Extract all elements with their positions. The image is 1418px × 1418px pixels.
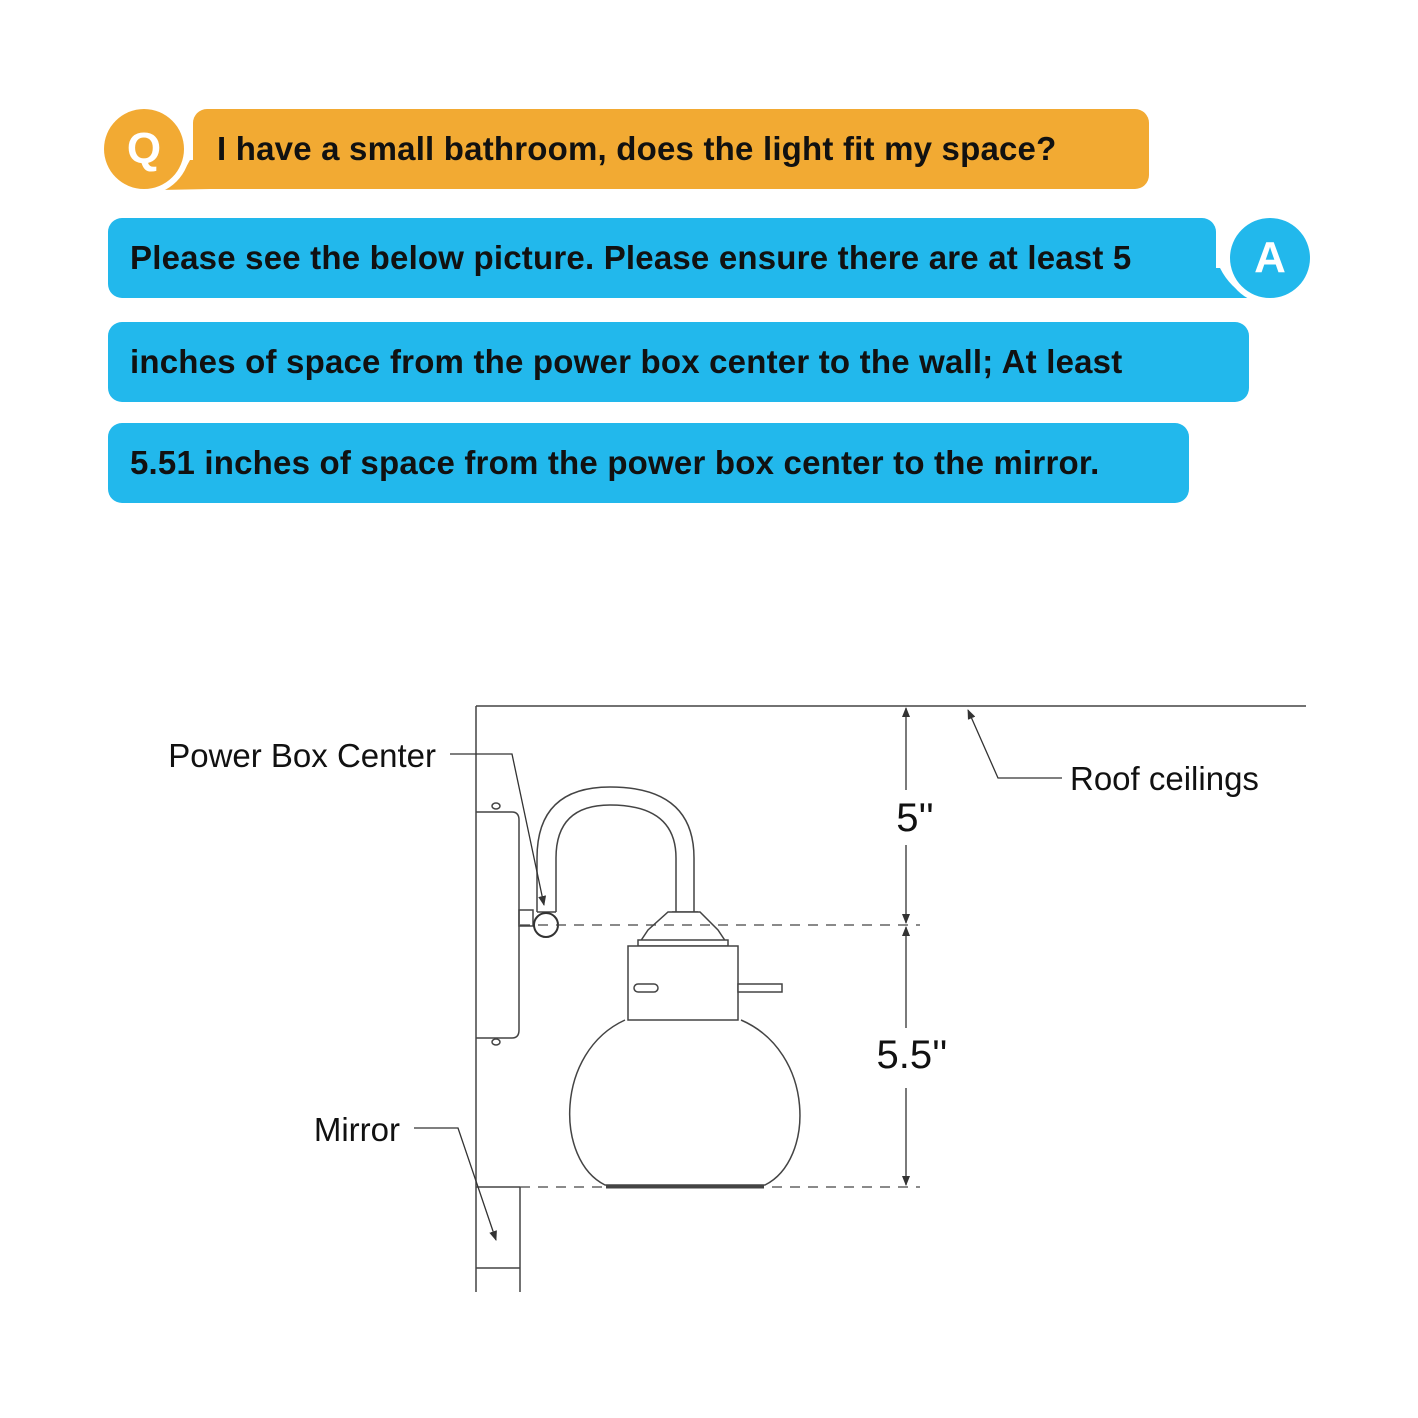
fixture-cap (628, 912, 782, 1020)
mirror-leader (414, 1128, 496, 1240)
answer-text-line-2: inches of space from the power box center to the wall; At least (130, 343, 1123, 380)
mirror-shape (476, 1187, 520, 1292)
answer-badge: A (1230, 218, 1310, 298)
roof-ceilings-label: Roof ceilings (1070, 760, 1259, 797)
roof-ceilings-leader (968, 710, 1062, 778)
answer-text-line-1: Please see the below picture. Please ensure there are at least 5 (130, 239, 1132, 276)
power-box-center-label: Power Box Center (168, 737, 436, 774)
mirror-label: Mirror (313, 1111, 400, 1148)
question-text: I have a small bathroom, does the light fit my space? (217, 130, 1057, 167)
power-box-leader (450, 754, 544, 905)
gooseneck-arm (537, 787, 698, 912)
globe-shade (570, 1020, 800, 1187)
question-badge: Q (104, 109, 184, 189)
dimension-bottom-label: 5.5'' (876, 1033, 948, 1077)
dimension-top-label: 5'' (896, 796, 934, 840)
backplate (476, 803, 533, 1045)
answer-text-line-3: 5.51 inches of space from the power box center to the mirror. (130, 444, 1100, 481)
